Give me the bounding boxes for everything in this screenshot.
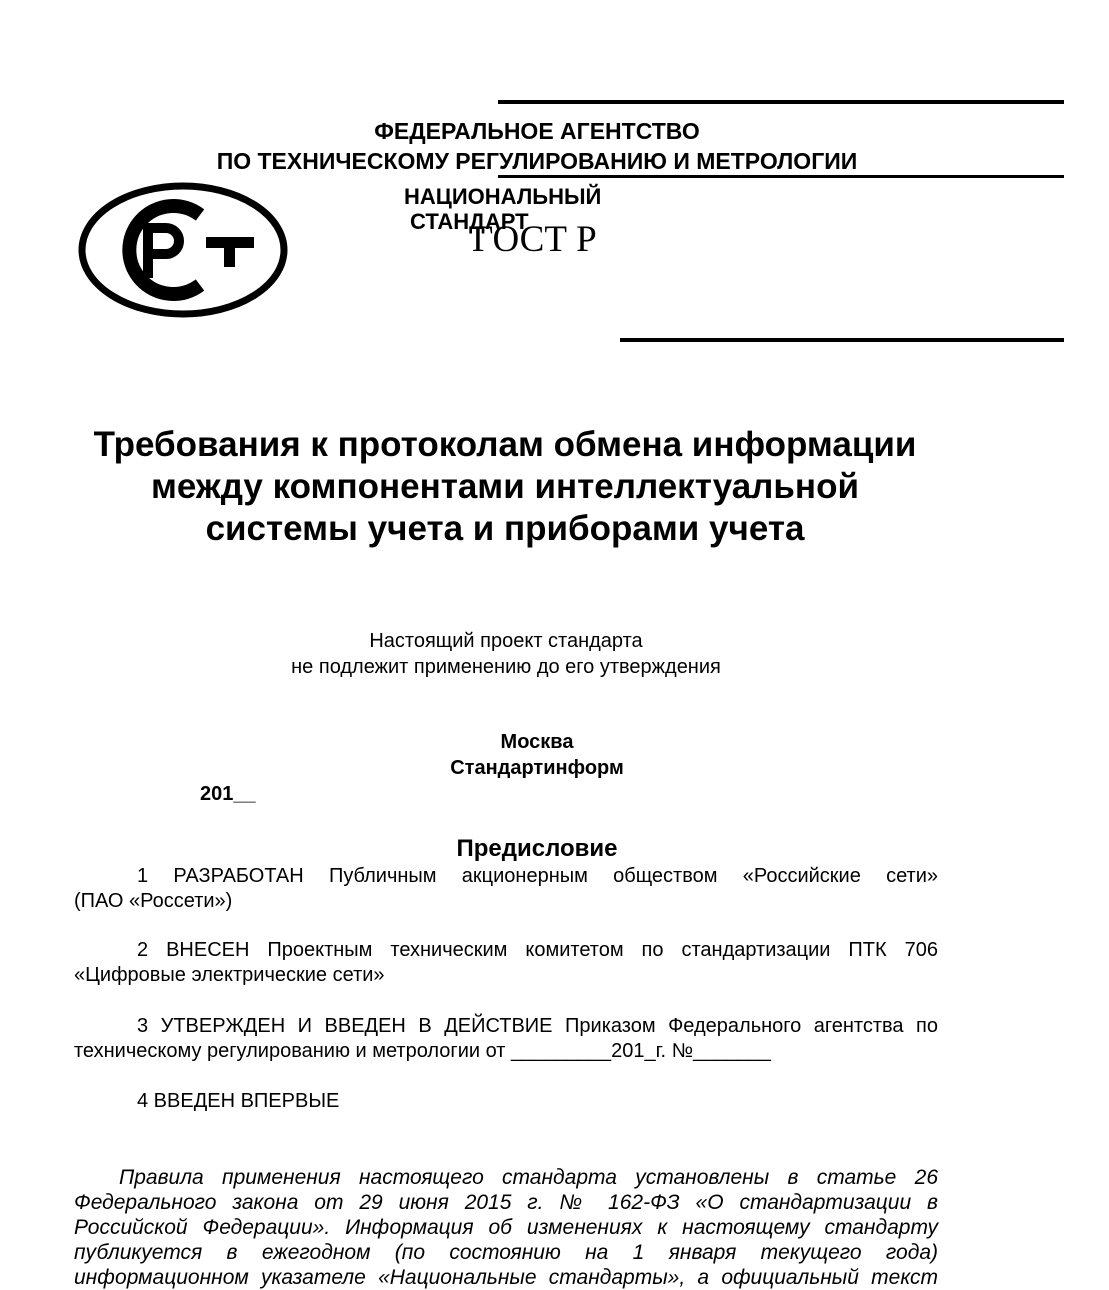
gost-designation: ГОСТ Р [472,219,597,260]
preface-item-2 [74,938,938,988]
publication-year: 201__ [200,783,256,805]
preface-item-2-line2: «Цифровые электрические сети» [74,964,385,986]
preface-item-1-line2: (ПАО «Россети») [74,890,233,912]
preface-item-2-line1: 2 ВНЕСЕН Проектным техническим комитетом по стандартизации ПТК 706 [137,939,938,961]
standard-usage-notice [74,1165,938,1290]
preface-item-3-line1: 3 УТВЕРЖДЕН И ВВЕДЕН В ДЕЙСТВИЕ Приказом Федерального агентства по [137,1015,938,1037]
header-rule-bottom [620,338,1064,342]
document-title [0,424,1010,550]
rst-logo [78,182,288,318]
preface-item-1-line1: 1 РАЗРАБОТАН Публичным акционерным обществом «Российские сети» [137,865,938,887]
preface-item-3-line2: техническому регулированию и метрологии от _________201_г. №_______ [74,1040,771,1062]
notice-line5: информационном указателе «Национальные стандарты», а официальный текст [74,1266,938,1289]
title-line2: между компонентами интеллектуальной [151,467,859,506]
notice-line4: публикуется в ежегодном (по состоянию на 1 января текущего года) [74,1241,938,1264]
draft-note [0,628,1012,680]
national-standard-label-clipped: СТАНДАРТ [410,209,529,234]
national-standard-label: НАЦИОНАЛЬНЫЙ [404,184,602,209]
preface-item-4-line1: 4 ВВЕДЕН ВПЕРВЫЕ [137,1090,340,1112]
agency-name-line2: ПО ТЕХНИЧЕСКОМУ РЕГУЛИРОВАНИЮ И МЕТРОЛОГИИ [216,148,858,174]
notice-line1: Правила применения настоящего стандарта установлены в статье 26 [119,1166,938,1189]
header-rule-top [498,100,1064,104]
preface-item-1 [74,864,938,914]
preface-item-3 [74,1014,938,1064]
publisher-name: Стандартинформ [450,757,624,779]
publication-city: Москва [500,731,574,753]
preface-heading: Предисловие [456,835,618,862]
draft-note-line1: Настоящий проект стандарта [369,630,643,652]
agency-name-line1: ФЕДЕРАЛЬНОЕ АГЕНТСТВО [374,118,700,144]
draft-note-line2: не подлежит применению до его утверждения [291,656,721,678]
notice-line3: Российской Федерации». Информация об изменениях к настоящему стандарту [74,1216,938,1239]
preface-item-4 [74,1089,938,1114]
title-line1: Требования к протоколам обмена информации [93,425,917,464]
notice-line2: Федерального закона от 29 июня 2015 г. № 162-ФЗ «О стандартизации в [74,1191,938,1214]
title-line3: системы учета и приборами учета [205,509,805,548]
